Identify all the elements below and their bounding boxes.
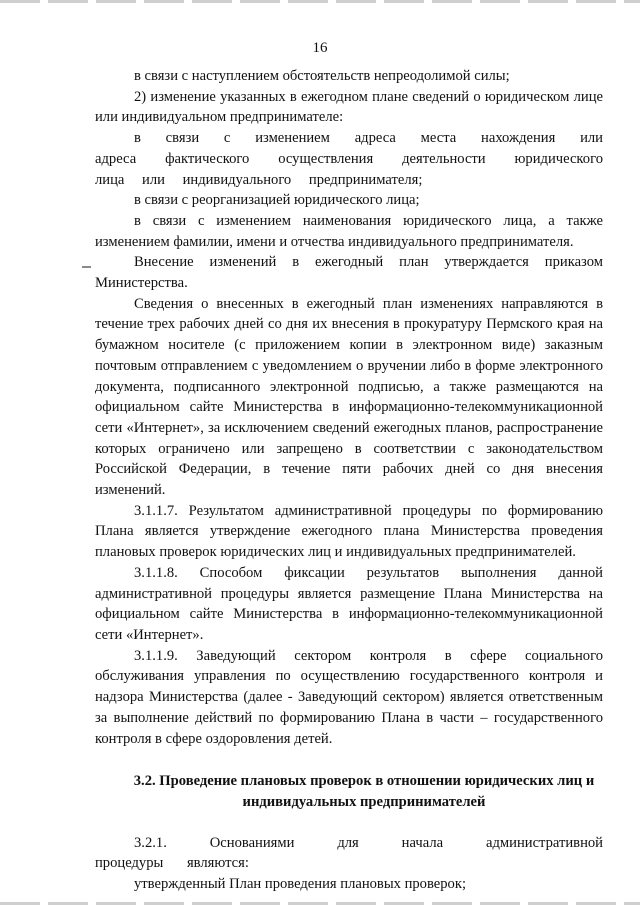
paragraph-order-approval: Внесение изменений в ежегодный план утверждается приказом Министерства. <box>95 254 603 292</box>
paragraph-notification: Сведения о внесенных в ежегодный план изменениях направляются в течение трех рабочих дней со дня их внесения в прокуратуру Пермского края на бумажном носителе (с приложением копии в электронном виде) заказным почтовым отправлением с уведомлением о вручении либо в форме электронного документа, подписанного электронной подписью, а также размещаются на официальном сайте Министерства в информационно-телекоммуникационной сети «Интернет», за исключением сведений ежегодных планов, распространение которых ограничено или запрещено в соответствии с законодательством Российской Федерации, в течение пяти рабочих дней со дня внесения изменений. <box>95 295 603 499</box>
paragraph-name-change: в связи с изменением наименования юридического лица, а также изменением фамилии, имени и отчества индивидуального предпринимателя. <box>95 212 603 250</box>
paragraph-3-1-1-8: 3.1.1.8. Способом фиксации результатов выполнения данной административной процедуры является размещение Плана Министерства на официальном сайте Министерства в информационно-телекоммуникационной сети «Интернет». <box>95 564 603 643</box>
paragraph-reorganization: в связи с реорганизацией юридического лица; <box>134 192 420 209</box>
page-number: 16 <box>312 40 328 56</box>
scan-top-edge <box>0 0 640 3</box>
paragraph-address-change: в связи с изменением адреса места нахождения или адреса фактического осуществления деятельности юридического лица или индивидуального предпринимателя; <box>95 130 603 188</box>
section-heading-3-2: 3.2. Проведение плановых проверок в отношении юридических лиц и индивидуальных предпринимателей <box>133 773 595 810</box>
paragraph-3-1-1-9: 3.1.1.9. Заведующий сектором контроля в сфере социального обслуживания управления по осуществлению государственного контроля и надзора Министерства (далее - Заведующий сектором) является ответственным за выполнение действий по формированию Плана в части – государственного контроля в сфере оздоровления детей. <box>95 647 603 747</box>
paragraph-force-majeure: в связи с наступлением обстоятельств непреодолимой силы; <box>134 68 510 84</box>
paragraph-3-1-1-7: 3.1.1.7. Результатом административной процедуры по формированию Плана является утверждение ежегодного плана Министерства проведения плановых проверок юридических лиц и индивидуальных предпринимателей. <box>95 502 603 561</box>
paragraph-change-info: 2) изменение указанных в ежегодном плане сведений о юридическом лице или индивидуальном предпринимателе: <box>95 88 603 126</box>
paragraph-3-2-1: 3.2.1. Основаниями для начала административной процедуры являются: <box>95 834 603 872</box>
scan-mark <box>82 266 91 268</box>
document-body <box>95 66 603 895</box>
paragraph-approved-plan: утвержденный План проведения плановых проверок; <box>134 876 467 893</box>
